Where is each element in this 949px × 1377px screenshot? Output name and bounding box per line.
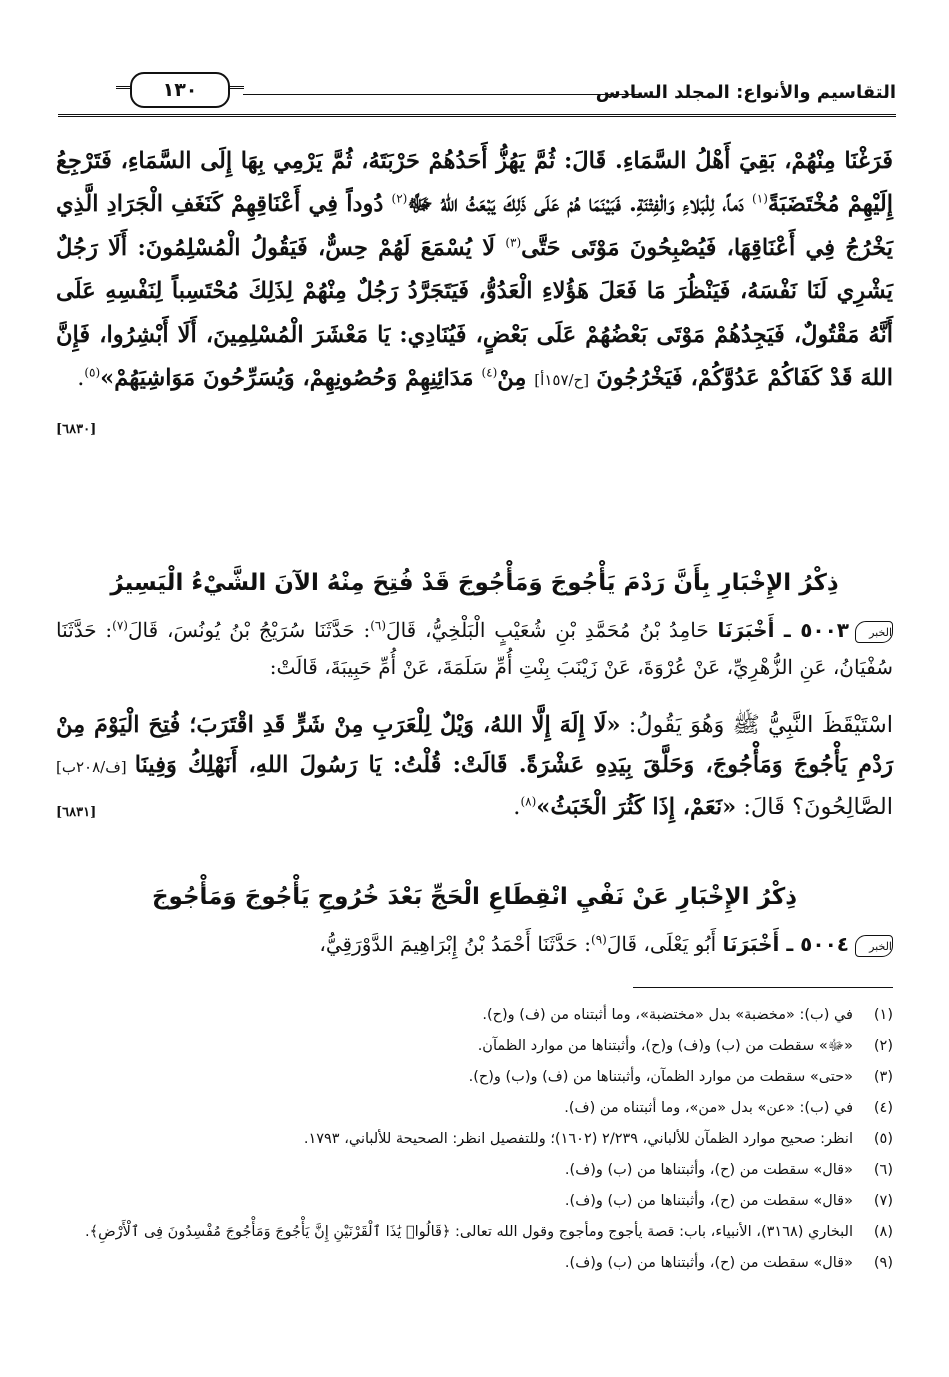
footnote bbox=[56, 1220, 893, 1245]
footnote bbox=[56, 1003, 893, 1028]
isnad-part: حَامِدُ بْنُ مُحَمَّدِ بْنِ شُعَيْبٍ الْبَلْخِيُّ، قَالَ bbox=[386, 618, 718, 642]
header-rule bbox=[243, 94, 641, 95]
matn-part: . bbox=[513, 794, 521, 820]
footnote-number: (٨) bbox=[873, 1224, 893, 1240]
footnote-text: «ﷻ» سقطت من (ب) و(ف) و(ح)، وأثبتناها من موارد الظمآن. bbox=[477, 1038, 853, 1054]
footnote-text: في (ب): «عن» بدل «من»، وما أثبتناه من (ف). bbox=[564, 1100, 853, 1116]
isnad-part: أَبُو يَعْلَى، قَالَ bbox=[606, 932, 723, 956]
passage-part: فَرَغْنَا مِنْهُمْ، بَقِيَ أَهْلُ السَّمَاءِ. قَالَ: ثُمَّ يَهُزُّ أَحَدُهُمْ حَرْبَتَهُ، ثُمَّ يَرْمِي بِهَا إِلَى السَّمَاءِ، فَتَرْجِعُ إِلَيْهِمْ مُخْتَضَبَةً bbox=[56, 148, 894, 218]
page-number: ١٣٠ bbox=[130, 72, 230, 108]
footnote-text: في (ب): «مخضبة» بدل «مختضبة»، وما أثبتناه من (ف) و(ح). bbox=[482, 1007, 853, 1023]
footnote-marker[interactable]: (٢) bbox=[391, 191, 408, 206]
passage-text bbox=[56, 140, 893, 452]
header-double-rule bbox=[58, 114, 896, 120]
matn-part: الصَّالِحُونَ؟ قَالَ: bbox=[736, 794, 893, 820]
isnad-part: : حَدَّثَنَا سُفْيَانُ، عَنِ الزُّهْرِيِّ، عَنْ عُرْوَةَ، عَنْ زَيْنَبَ بِنْتِ أُمِّ سَلَمَةَ، عَنْ أُمِّ حَبِيبَةَ، قَالَتْ: bbox=[56, 618, 893, 679]
prophetic-quote: «لَا إِلَهَ إِلَّا اللهُ، وَيْلٌ لِلْعَرَبِ مِنْ شَرٍّ قَدِ اقْتَرَبَ؛ فُتِحَ الْيَوْمَ مِنْ رَدْمِ يَأْجُوجَ وَمَأْجُوجَ، وَحَلَّقَ بِيَدِهِ عَشْرَةً. bbox=[56, 712, 893, 778]
footnote bbox=[56, 1158, 893, 1183]
running-title: التقاسيم والأنواع: المجلد السادس bbox=[595, 82, 896, 103]
footnote-number: (٣) bbox=[873, 1069, 893, 1085]
passage-part: مِنْ bbox=[497, 365, 535, 392]
passage-part: مَدَائِنِهِمْ وَحُصُونِهِمْ، وَيُسَرِّحُونَ مَوَاشِيَهُمْ» bbox=[100, 365, 482, 392]
hadith-matn bbox=[56, 705, 893, 833]
footnote bbox=[56, 1127, 893, 1152]
footnote-separator bbox=[633, 987, 893, 988]
footnote-marker[interactable]: (٦) bbox=[370, 618, 387, 633]
hadith-ref-number: [٦٨٣٠] bbox=[56, 422, 97, 438]
footnote-number: (٧) bbox=[873, 1193, 893, 1209]
passage-part: دَماً، لِلْبَلاءِ وَالْفِتْنَةِ. فَبَيْنَمَا هُمْ عَلَى ذَلِكَ يَبْعَثُ اللهُ ﷻ bbox=[407, 191, 753, 218]
passage-part: دُوداً فِي أَعْنَاقِهِمْ كَنَغَفِ الْجَرَادِ الَّذِي يَخْرُجُ فِي أَعْنَاقِهَا، فَيُصْبِحُونَ مَوْتَى حَتَّى bbox=[56, 191, 893, 261]
hadith-number: ٥٠٠٣ ـ أَخْبَرَنَا bbox=[717, 618, 850, 642]
page-number-frame bbox=[116, 72, 244, 110]
khabar-badge-icon: الخبر bbox=[855, 621, 893, 643]
footnote-marker[interactable]: (٥) bbox=[84, 365, 101, 380]
footnote-number: (٥) bbox=[873, 1131, 893, 1147]
footnote-marker[interactable]: (٩) bbox=[591, 932, 607, 947]
passage-paragraph bbox=[56, 140, 894, 438]
footnote-marker[interactable]: (٨) bbox=[520, 794, 537, 809]
footnote bbox=[56, 1251, 893, 1276]
passage-part: لَا يُسْمَعَ لَهُمْ حِسٌّ، فَيَقُولُ الْمُسْلِمُونَ: أَلَا رَجُلٌ يَشْرِي لَنَا نَفْسَهُ، فَيَنْظُرَ مَا فَعَلَ هَؤُلاءِ الْعَدُوُّ، فَيَتَجَرَّدُ رَجُلٌ مِنْهُمْ لِذَلِكَ مُحْتَسِباً لِنَفْسِهِ عَلَى أَنَّهُ مَقْتُولٌ، فَيَجِدُهُمْ مَوْتَى بَعْضُهُمْ عَلَى بَعْضٍ، فَيُنَادِي: يَا مَعْشَرَ الْمُسْلِمِينَ، أَلَا أَبْشِرُوا، فَإِنَّ اللهَ قَدْ كَفَاكُمْ عَدُوَّكُمْ، فَيَخْرُجُونَ bbox=[56, 234, 893, 392]
footnote-text: «قال» سقطت من (ح)، وأثبتناها من (ب) و(ف). bbox=[564, 1162, 853, 1178]
hadith-number: ٥٠٠٤ ـ أَخْبَرَنَا bbox=[722, 932, 849, 956]
manuscript-ref: [ف/٢٠٨ب] bbox=[56, 758, 135, 776]
footnote-number: (٤) bbox=[873, 1100, 893, 1116]
khabar-badge-icon: الخبر bbox=[855, 935, 893, 957]
footnote bbox=[56, 1096, 893, 1121]
footnote-number: (١) bbox=[873, 1007, 893, 1023]
footnote-marker[interactable]: (١) bbox=[752, 191, 768, 206]
footnote-number: (٦) bbox=[873, 1162, 893, 1178]
isnad-part: : حَدَّثَنَا أَحْمَدُ بْنُ إِبْرَاهِيمَ الدَّوْرَقِيُّ، bbox=[319, 932, 591, 956]
section-heading: ذِكْرُ الإِخْبَارِ بِأَنَّ رَدْمَ يَأْجُوجَ وَمَأْجُوجَ قَدْ فُتِحَ مِنْهُ الآنَ الشَّيْءُ الْيَسِيرُ bbox=[110, 570, 839, 596]
footnote-text: انظر: صحيح موارد الظمآن للألباني، ٢/٢٣٩ (١٦٠٢)؛ وللتفصيل انظر: الصحيحة للألباني، ١٧٩٣. bbox=[303, 1131, 853, 1147]
footnote-text: «قال» سقطت من (ح)، وأثبتناها من (ب) و(ف). bbox=[564, 1193, 853, 1209]
prophetic-quote: «نَعَمْ، إِذَا كَثُرَ الْخَبَثُ» bbox=[536, 794, 737, 820]
passage-part: . bbox=[77, 365, 85, 392]
hadith-isnad bbox=[56, 612, 893, 686]
footnote-text: البخاري (٣١٦٨)، الأنبياء، باب: قصة يأجوج ومأجوج وقول الله تعالى: ﴿قَالُوا۟ يَٰذَا ٱلْقَرْنَيْنِ إِنَّ يَأْجُوجَ وَمَأْجُوجَ مُفْسِدُونَ فِى ٱلْأَرْضِ﴾. bbox=[85, 1224, 853, 1240]
matn-part: اسْتَيْقَظَ النَّبِيُّ ﷺ وَهُوَ يَقُولُ: bbox=[620, 712, 893, 738]
page-header bbox=[58, 70, 896, 120]
footnote bbox=[56, 1034, 893, 1059]
section-heading: ذِكْرُ الإِخْبَارِ عَنْ نَفْيِ انْقِطَاعِ الْحَجِّ بَعْدَ خُرُوجِ يَأْجُوجَ وَمَأْجُوجَ bbox=[151, 884, 798, 910]
hadith-isnad bbox=[56, 926, 893, 963]
footnote-marker[interactable]: (٧) bbox=[112, 618, 128, 633]
footnotes bbox=[56, 1003, 893, 1282]
footnote-marker[interactable]: (٤) bbox=[481, 365, 498, 380]
footnote-number: (٢) bbox=[873, 1038, 893, 1054]
matn-part: قَالَتْ: قُلْتُ: يَا رَسُولَ اللهِ، أَنَهْلِكُ وَفِينَا bbox=[134, 752, 519, 778]
manuscript-ref: [ح/١٥٧أ] bbox=[534, 371, 590, 390]
footnote-text: «قال» سقطت من (ح)، وأثبتناها من (ب) و(ف). bbox=[564, 1255, 853, 1271]
footnote bbox=[56, 1189, 893, 1214]
footnote-text: «حتى» سقطت من موارد الظمآن، وأثبتناها من (ف) و(ب) و(ح). bbox=[468, 1069, 853, 1085]
footnote bbox=[56, 1065, 893, 1090]
isnad-part: : حَدَّثَنَا سُرَيْجُ بْنُ يُونُسَ، قَالَ bbox=[127, 618, 371, 642]
hadith-ref-number: [٦٨٣١] bbox=[56, 805, 97, 820]
footnote-marker[interactable]: (٣) bbox=[505, 235, 522, 250]
footnote-number: (٩) bbox=[873, 1255, 893, 1271]
